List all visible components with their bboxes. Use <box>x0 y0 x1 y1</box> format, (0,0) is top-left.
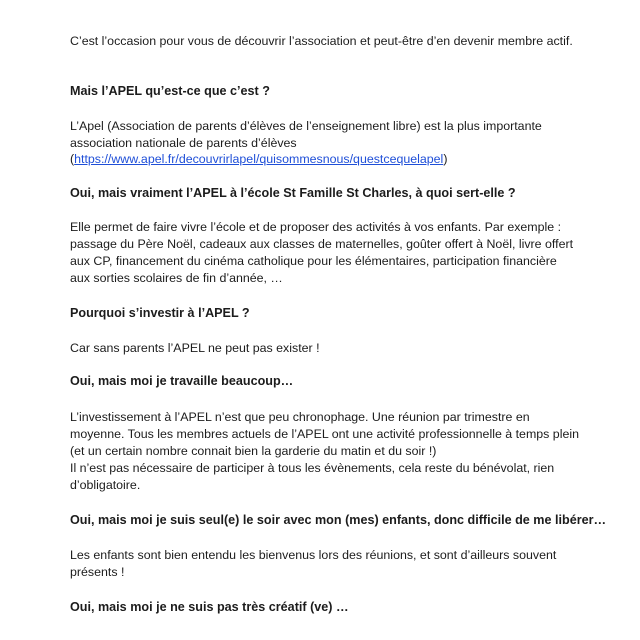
paragraph-line: moyenne. Tous les membres actuels de l’APEL ont une activité professionnelle à temps plein <box>70 427 579 441</box>
paragraph-line: L’investissement à l’APEL n’est que peu chronophage. Une réunion par trimestre en <box>70 410 530 424</box>
paragraph-line: passage du Père Noël, cadeaux aux classes de maternelles, goûter offert à Noël, livre offert <box>70 237 574 251</box>
section-heading-busy: Oui, mais moi je travaille beaucoup… <box>70 374 294 388</box>
paragraph-line: Les enfants sont bien entendu les bienvenus lors des réunions, et sont d’ailleurs souvent <box>70 548 557 562</box>
section-heading-purpose: Oui, mais vraiment l’APEL à l’école St Famille St Charles, à quoi sert-elle ? <box>70 186 516 200</box>
paragraph-line: Elle permet de faire vivre l’école et de proposer des activités à vos enfants. Par exemple : <box>70 220 562 234</box>
section-heading-alone: Oui, mais moi je suis seul(e) le soir avec mon (mes) enfants, donc difficile de me libérer… <box>70 513 607 527</box>
link-paren-close: ) <box>443 152 448 166</box>
link-line <box>70 151 447 168</box>
paragraph-line: d’obligatoire. <box>70 478 141 492</box>
paragraph-line: aux sorties scolaires de fin d’année, … <box>70 271 283 285</box>
section-heading-why: Pourquoi s’investir à l’APEL ? <box>70 306 250 320</box>
paragraph-line: (et un certain nombre connait bien la garderie du matin et du soir !) <box>70 444 437 458</box>
paragraph-line: L’Apel (Association de parents d’élèves de l’enseignement libre) est la plus importante <box>70 119 542 133</box>
paragraph-line: présents ! <box>70 565 125 579</box>
paragraph-line: Car sans parents l’APEL ne peut pas exister ! <box>70 341 320 355</box>
section-heading-creative: Oui, mais moi je ne suis pas très créatif (ve) … <box>70 600 349 614</box>
paragraph-line: Il n’est pas nécessaire de participer à tous les évènements, cela reste du bénévolat, rien <box>70 461 555 475</box>
paragraph-line: association nationale de parents d’élèves <box>70 136 297 150</box>
paragraph-line: aux CP, financement du cinéma catholique pour les élémentaires, participation financière <box>70 254 557 268</box>
intro-text: C’est l’occasion pour vous de découvrir l’association et peut-être d’en devenir membre actif. <box>70 34 573 48</box>
link-paren-open: ( <box>70 152 75 166</box>
section-heading-what: Mais l’APEL qu’est-ce que c’est ? <box>70 84 270 98</box>
apel-link[interactable]: https://www.apel.fr/decouvrirlapel/quisommesnous/questcequelapel <box>74 152 444 166</box>
